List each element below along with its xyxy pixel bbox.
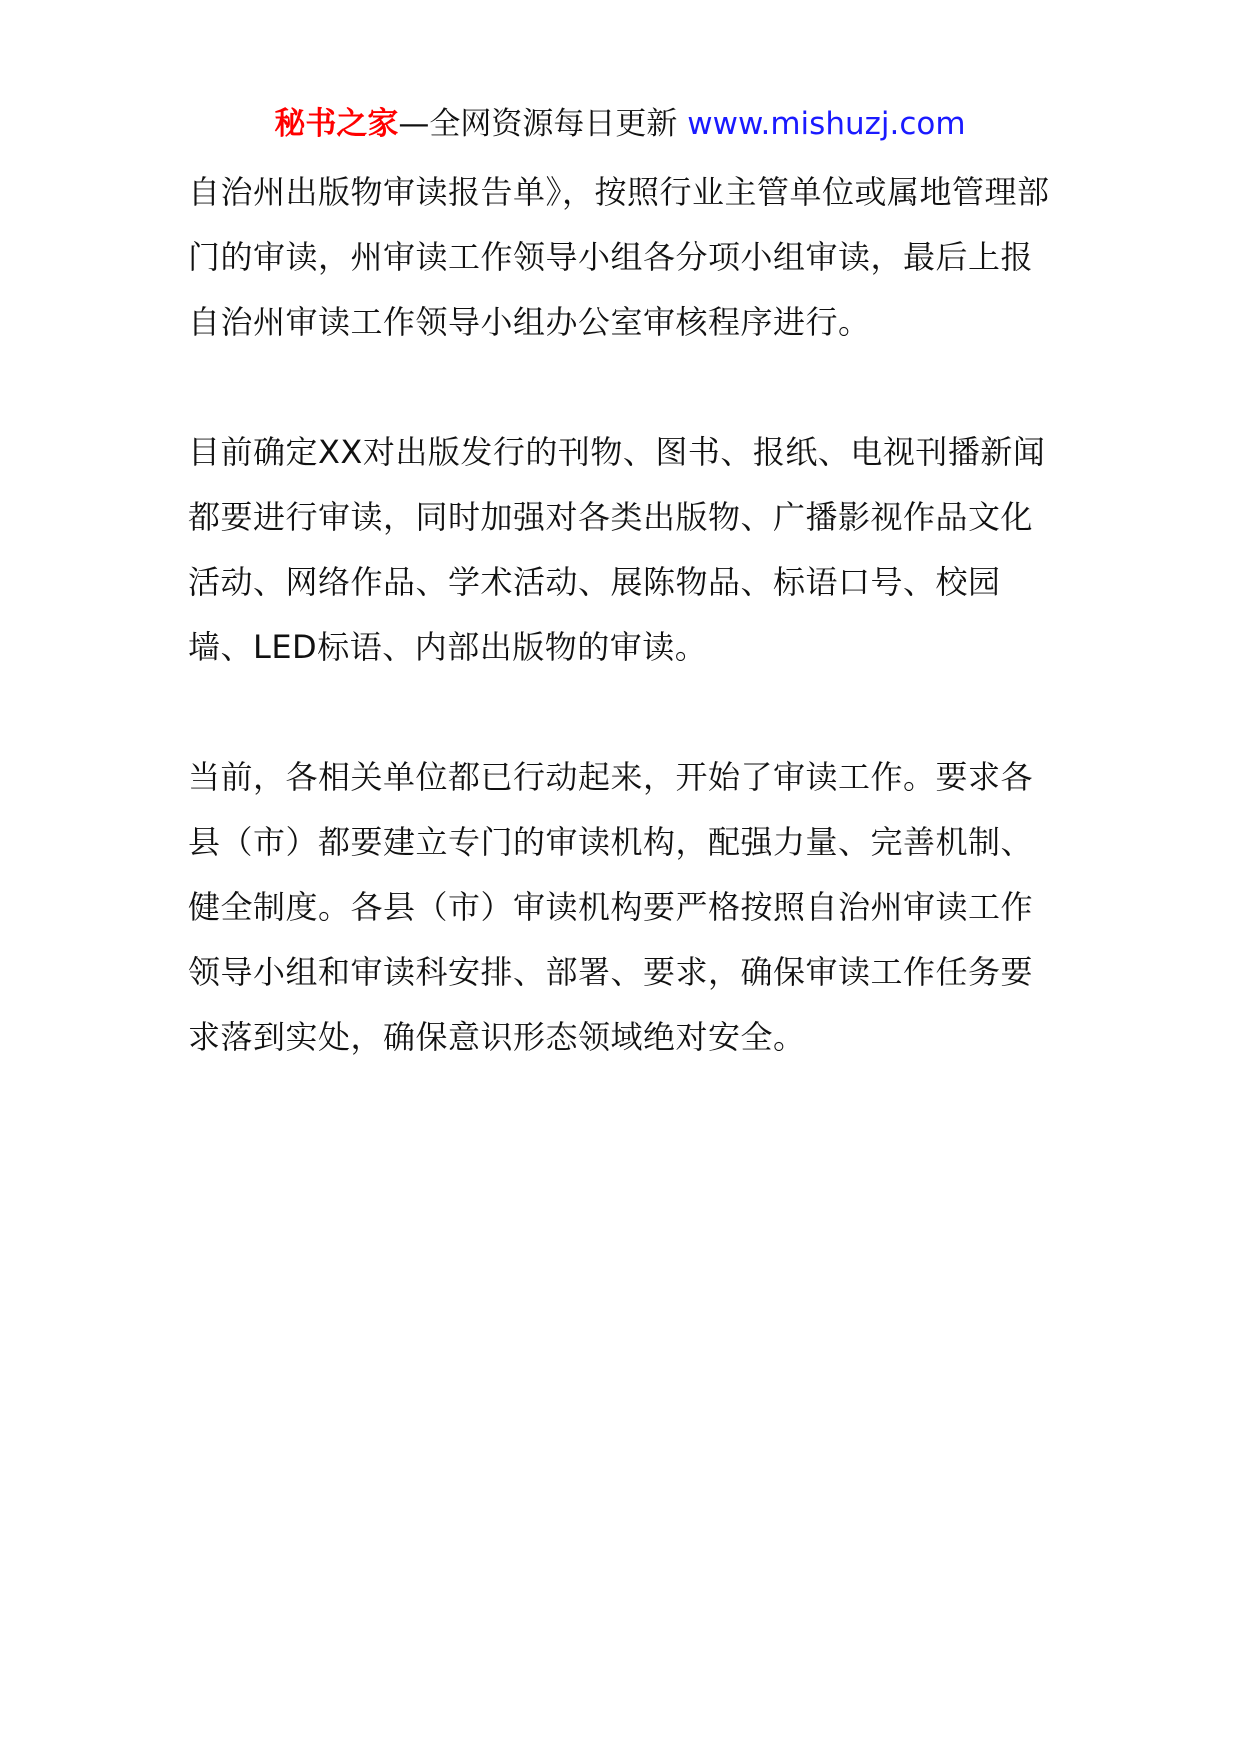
site-url[interactable]: www.mishuzj.com [687,106,966,142]
brand-name: 秘书之家 [274,106,399,142]
paragraph-3: 当前，各相关单位都已行动起来，开始了审读工作。要求各县（市）都要建立专门的审读机构，配强力量、完善机制、健全制度。各县（市）审读机构要严格按照自治州审读工作领导小组和审读科安排、部署、要求，确保审读工作任务要求落到实处，确保意识形态领域绝对安全。 [188,758,1034,1056]
page-header [0,100,1240,148]
document-body [188,160,1058,1135]
paragraph-2: 目前确定XX对出版发行的刊物、图书、报纸、电视刊播新闻都要进行审读，同时加强对各类出版物、广播影视作品文化活动、网络作品、学术活动、展陈物品、标语口号、校园墙、LED标语、内部出版物的审读。 [188,433,1046,666]
paragraph-1: 自治州出版物审读报告单》，按照行业主管单位或属地管理部门的审读，州审读工作领导小组各分项小组审读，最后上报自治州审读工作领导小组办公室审核程序进行。 [188,173,1050,341]
header-tagline: —全网资源每日更新 [398,106,688,142]
